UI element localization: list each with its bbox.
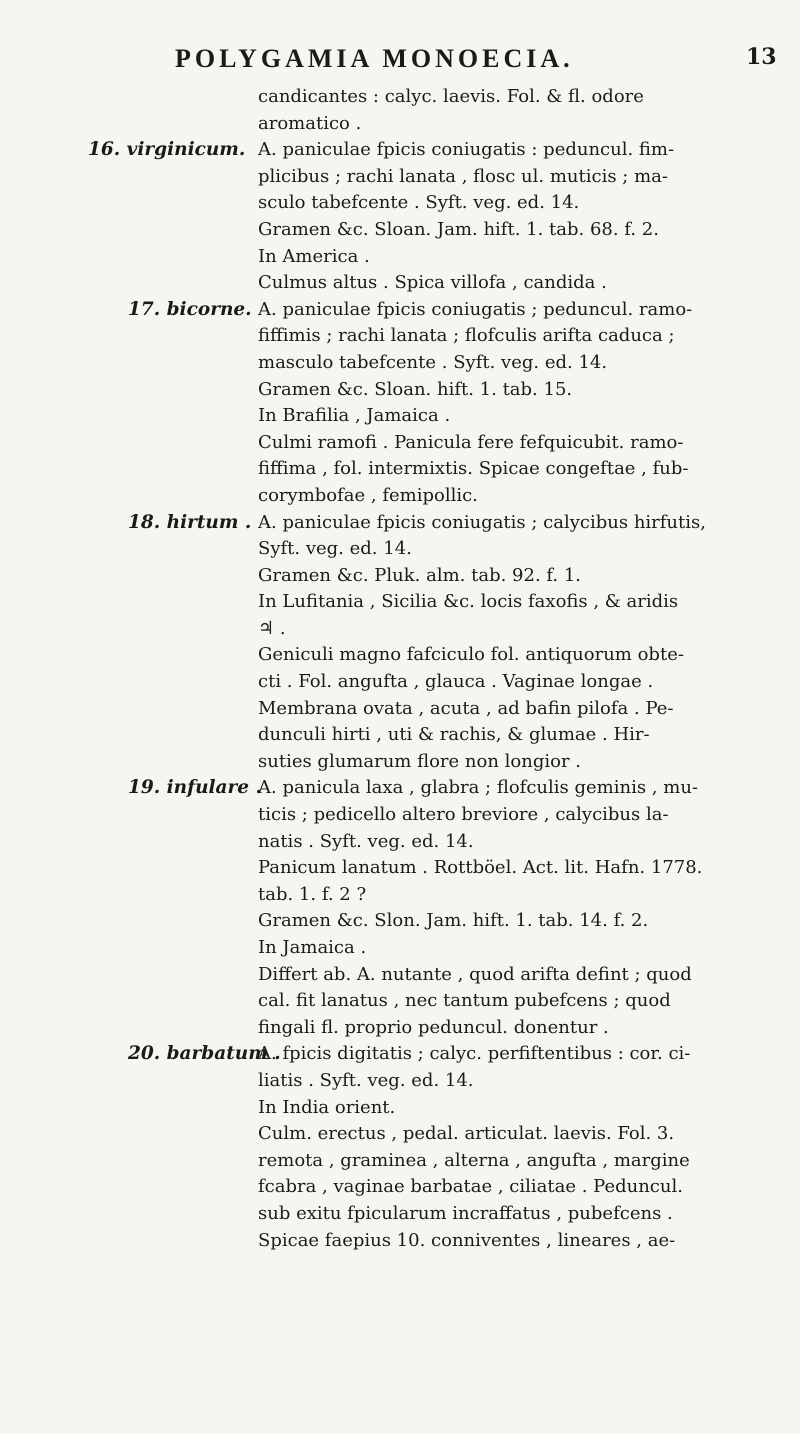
entry-line: cal. fit lanatus , nec tantum pubefcens ; quod [258,990,671,1012]
entry-line: fingali fl. proprio peduncul. donentur . [258,1016,609,1038]
species-label: 17. bicorne. [128,298,252,320]
entry-line: dunculi hirti , uti & rachis, & glumae . Hir- [258,724,650,746]
entry-line: Panicum lanatum . Rottböel. Act. lit. Hafn. 1778. [258,857,703,879]
species-label: 20. barbatum . [128,1043,281,1065]
entry-line: fiffimis ; rachi lanata ; flofculis arifta caduca ; [258,325,675,347]
species-entries [0,84,800,1254]
entry-line: Differt ab. A. nutante , quod arifta defint ; quod [258,963,692,985]
species-label: 19. infulare . [128,777,262,799]
entry-line: Gramen &c. Pluk. alm. tab. 92. f. 1. [258,564,582,586]
entry-line: ♃ . [258,617,286,639]
entry-line: Gramen &c. Sloan. Jam. hift. 1. tab. 68. f. 2. [258,218,659,240]
entry-line: In Jamaica . [258,937,367,958]
entry-18-hirtum [0,510,800,776]
entry-line: Gramen &c. Slon. Jam. hift. 1. tab. 14. f. 2. [258,910,649,932]
entry-line: natis . Syft. veg. ed. 14. [258,830,474,852]
entry-line: Syft. veg. ed. 14. [258,538,412,560]
entry-line: tab. 1. f. 2 ? [258,883,367,905]
entry-line: A. panicula laxa , glabra ; flofculis geminis , mu- [258,777,698,799]
entry-line: sculo tabefcente . Syft. veg. ed. 14. [258,192,580,214]
entry-line: A. paniculae fpicis coniugatis ; peduncul. ramo- [258,298,693,320]
entry-line: candicantes : calyc. laevis. Fol. & fl. odore [258,86,644,107]
entry-line: ticis ; pedicello altero breviore , calycibus la- [258,804,669,826]
entry-line: fcabra , vaginae barbatae , ciliatae . Peduncul. [258,1176,683,1198]
entry-line: In Lufitania , Sicilia &c. locis faxofis , & aridis [258,591,679,613]
entry-line: In Brafilia , Jamaica . [258,405,451,427]
page-header [0,44,800,84]
page-number: 13 [746,44,777,70]
entry-line: Culm. erectus , pedal. articulat. laevis. Fol. 3. [258,1123,675,1145]
entry-19-infulare [0,775,800,1041]
entry-17-bicorne [0,297,800,510]
entry-line: sub exitu fpicularum incraffatus , pubefcens . [258,1202,673,1224]
entry-line: masculo tabefcente . Syft. veg. ed. 14. [258,351,608,373]
entry-line: Membrana ovata , acuta , ad bafin pilofa . Pe- [258,697,674,719]
entry-line: Geniculi magno fafciculo fol. antiquorum obte- [258,644,684,666]
entry-line: Culmus altus . Spica villofa , candida . [258,272,607,294]
entry-line: fiffima , fol. intermixtis. Spicae congeftae , fub- [258,458,689,480]
species-label: 16. virginicum. [88,139,246,161]
species-label: 18. hirtum . [128,511,252,533]
entry-line: aromatico . [258,112,362,134]
entry-line: In India orient. [258,1096,396,1118]
entry-line: corymbofae , femipollic. [258,484,478,506]
entry-16-virginicum [0,137,800,297]
entry-20-barbatum [0,1041,800,1254]
entry-line: plicibus ; rachi lanata , flosc ul. muticis ; ma- [258,165,668,187]
entry-line: remota , graminea , alterna , angufta , margine [258,1149,690,1171]
entry-line: A. fpicis digitatis ; calyc. perfiftentibus : cor. ci- [258,1043,691,1065]
entry-continuation [0,84,800,137]
entry-line: suties glumarum flore non longior . [258,750,582,772]
entry-line: Culmi ramofi . Panicula fere fefquicubit. ramo- [258,431,684,453]
entry-line: liatis . Syft. veg. ed. 14. [258,1069,474,1091]
entry-line: cti . Fol. angufta , glauca . Vaginae longae . [258,671,654,693]
entry-line: Spicae faepius 10. conniventes , lineares , ae- [258,1229,676,1251]
entry-line: A. paniculae fpicis coniugatis ; calycibus hirfutis, [258,511,706,533]
entry-line: Gramen &c. Sloan. hift. 1. tab. 15. [258,378,573,400]
running-title: POLYGAMIA MONOECIA. [175,44,574,73]
entry-line: A. paniculae fpicis coniugatis : peduncul. fim- [258,139,675,161]
entry-line: In America . [258,245,370,267]
